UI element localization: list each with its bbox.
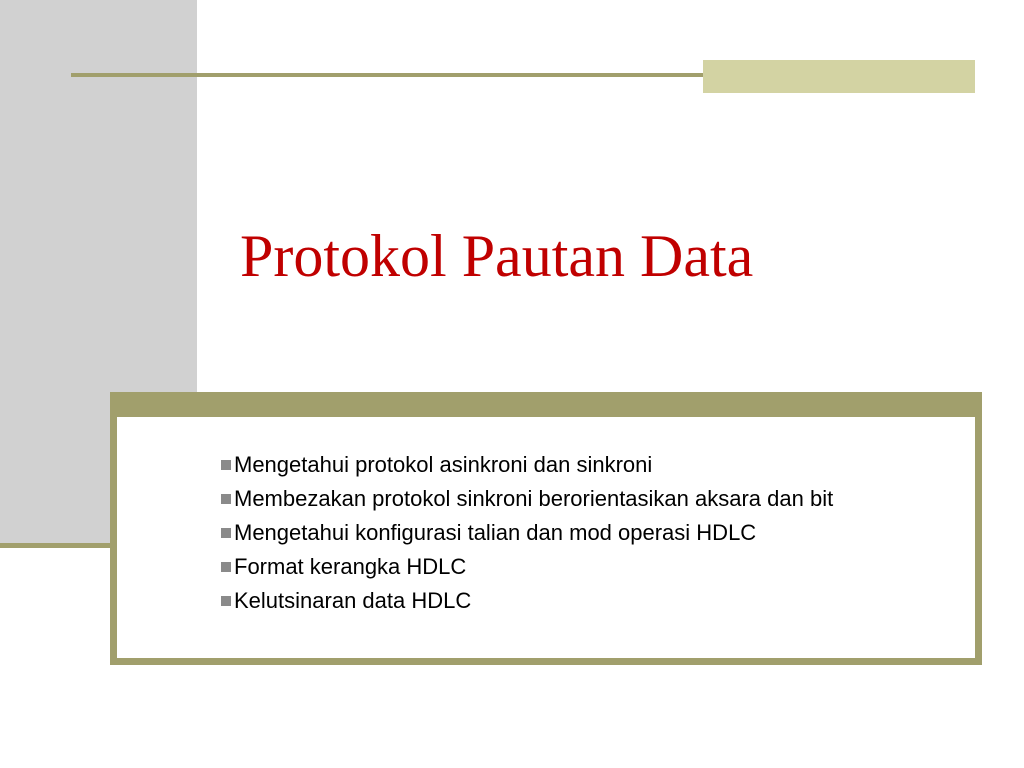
- bullet-item: [221, 589, 861, 613]
- square-bullet-icon: [221, 528, 231, 538]
- bullet-item: [221, 521, 861, 545]
- square-bullet-icon: [221, 596, 231, 606]
- bullet-item: [221, 555, 861, 579]
- bullet-item: [221, 453, 861, 477]
- content-box-inner: [117, 417, 975, 658]
- bullet-text: Kelutsinaran data HDLC: [234, 588, 472, 613]
- square-bullet-icon: [221, 460, 231, 470]
- bullet-text: Mengetahui protokol asinkroni dan sinkroni: [234, 452, 653, 477]
- square-bullet-icon: [221, 562, 231, 572]
- bullet-text: Format kerangka HDLC: [234, 554, 467, 579]
- bullet-text: Membezakan protokol sinkroni berorientasikan aksara dan bit: [234, 486, 834, 511]
- top-accent-block: [703, 60, 975, 93]
- slide-title: Protokol Pautan Data: [240, 223, 754, 289]
- bullet-text: Mengetahui konfigurasi talian dan mod operasi HDLC: [234, 520, 757, 545]
- content-box: [110, 392, 982, 665]
- bullet-item: [221, 487, 861, 511]
- left-bottom-rule: [0, 543, 112, 548]
- square-bullet-icon: [221, 494, 231, 504]
- bullet-list: [221, 453, 861, 623]
